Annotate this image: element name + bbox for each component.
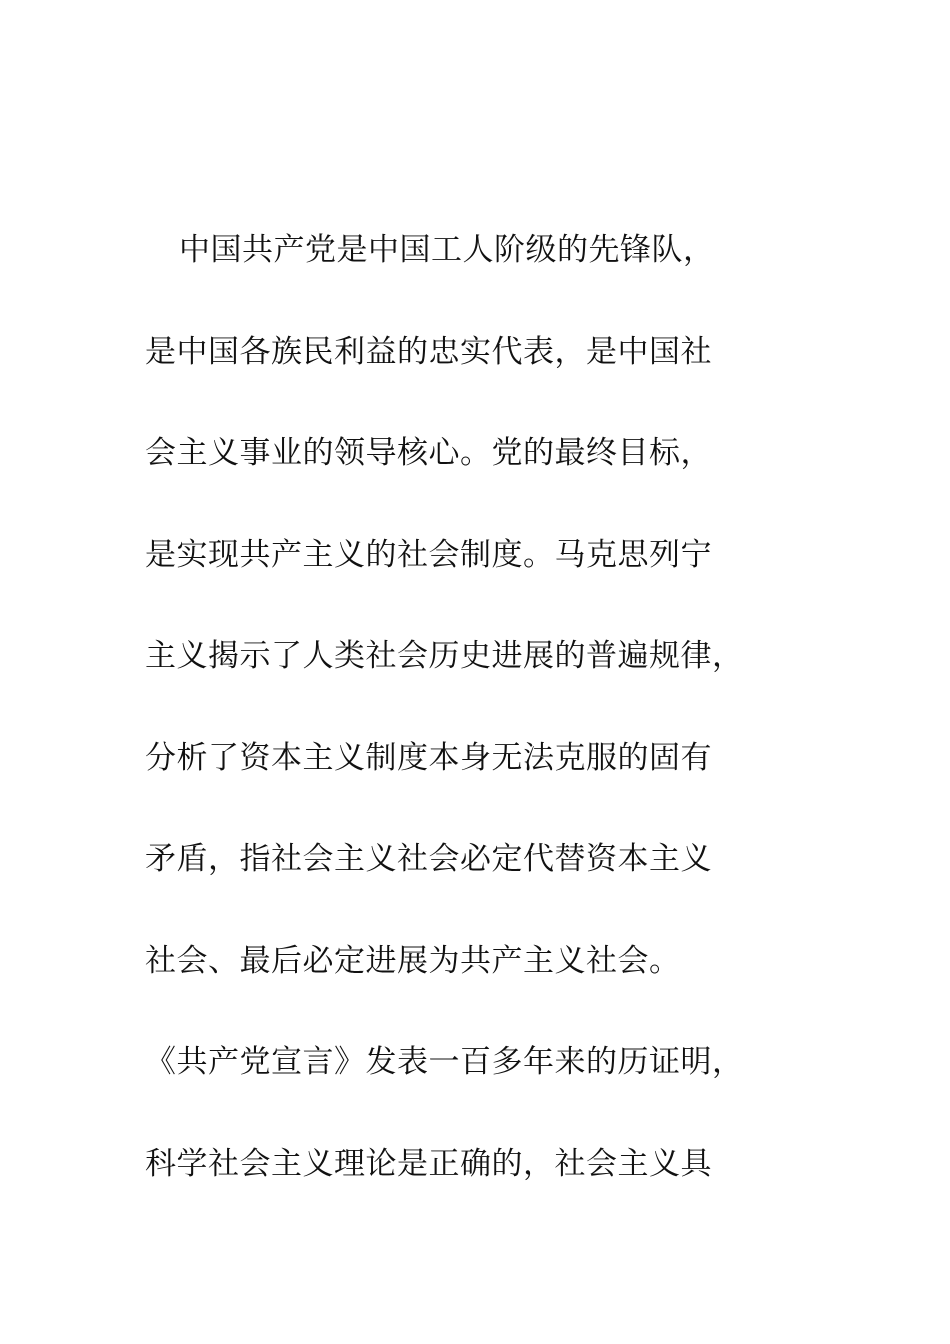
text-line: 会主义事业的领导核心。党的最终目标， [145,435,712,471]
text-line: 是中国各族民利益的忠实代表，是中国社 [145,333,712,370]
body-paragraph [145,220,825,1235]
text-line: 中国共产党是中国工人阶级的先锋队， [179,232,715,268]
text-line: 科学社会主义理论是正确的，社会主义具 [145,1145,712,1182]
text-line: 是实现共产主义的社会制度。马克思列宁 [145,536,712,573]
text-line: 《共产党宣言》发表一百多年来的历证明， [145,1044,744,1080]
text-line: 社会、最后必定进展为共产主义社会。 [145,942,681,979]
text-line: 分析了资本主义制度本身无法克服的固有 [145,739,712,776]
text-line: 主义揭示了人类社会历史进展的普遍规律， [145,638,744,674]
text-line: 矛盾，指社会主义社会必定代替资本主义 [145,841,712,877]
